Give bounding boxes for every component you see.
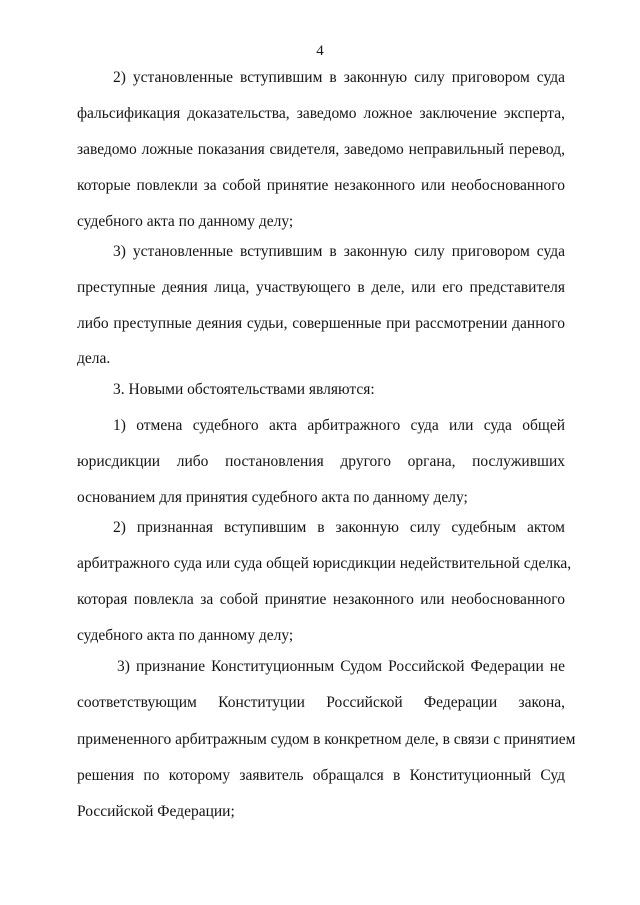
paragraph-5-line-1: 2) признанная вступившим в законную силу судебным актом [113,519,565,536]
paragraph-1-line-1: 2) установленные вступившим в законную силу приговором суда [113,69,565,86]
paragraph-4-line-1: 1) отмена судебного акта арбитражного суда или суда общей [113,417,565,434]
paragraph-2-line-2: преступные деяния лица, участвующего в деле, или его представителя [77,279,565,296]
paragraph-4-line-3: основанием для принятия судебного акта по данному делу; [77,489,468,506]
paragraph-4-line-2: юрисдикции либо постановления другого органа, послуживших [77,453,565,470]
paragraph-2-line-3: либо преступные деяния судьи, совершенные при рассмотрении данного [77,315,565,332]
paragraph-5-line-2: арбитражного суда или суда общей юрисдикции недействительной сделка, [77,555,572,572]
paragraph-6-line-1: 3) признание Конституционным Судом Российской Федерации не [117,658,565,675]
paragraph-1-line-3: заведомо ложные показания свидетеля, заведомо неправильный перевод, [77,141,565,158]
paragraph-6-line-4: решения по которому заявитель обращался в Конституционный Суд [77,767,565,784]
paragraph-2-line-4: дела. [77,350,111,367]
paragraph-6-line-2: соответствующим Конституции Российской Федерации закона, [77,694,565,711]
paragraph-2-line-1: 3) установленные вступившим в законную силу приговором суда [113,243,565,260]
paragraph-6-line-5: Российской Федерации; [77,803,235,820]
paragraph-1-line-2: фальсификация доказательства, заведомо ложное заключение эксперта, [77,105,565,122]
paragraph-5-line-4: судебного акта по данному делу; [77,627,294,644]
paragraph-1-line-5: судебного акта по данному делу; [77,213,294,230]
page-number: 4 [316,43,324,59]
paragraph-5-line-3: которая повлекла за собой принятие незаконного или необоснованного [77,591,565,608]
paragraph-1-line-4: которые повлекли за собой принятие незаконного или необоснованного [77,177,565,194]
paragraph-3-line-1: 3. Новыми обстоятельствами являются: [113,381,375,398]
paragraph-6-line-3: примененного арбитражным судом в конкретном деле, в связи с принятием [77,731,576,748]
